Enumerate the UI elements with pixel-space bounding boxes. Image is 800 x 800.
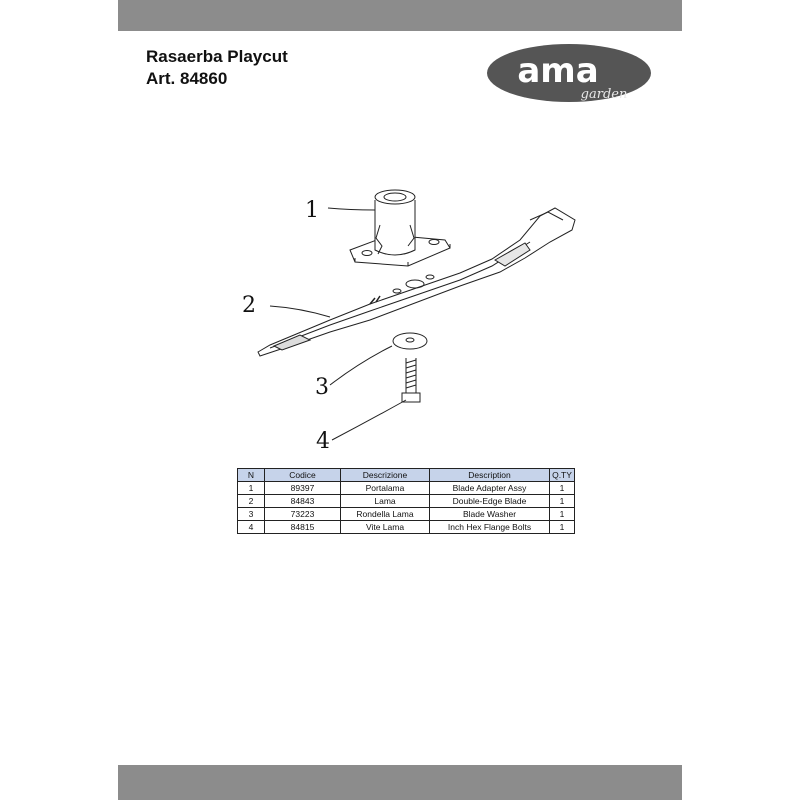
- cell-descrizione: Vite Lama: [341, 521, 430, 534]
- logo-brand: ama: [517, 51, 599, 91]
- cell-qty: 1: [550, 495, 575, 508]
- cell-codice: 89397: [265, 482, 341, 495]
- cell-descrizione: Rondella Lama: [341, 508, 430, 521]
- hex-flange-bolt: [402, 358, 420, 402]
- cell-codice: 84815: [265, 521, 341, 534]
- cell-description: Blade Washer: [430, 508, 550, 521]
- cell-qty: 1: [550, 521, 575, 534]
- product-name: Rasaerba Playcut: [146, 47, 288, 66]
- exploded-view-drawing: [230, 180, 590, 460]
- cell-n: 3: [238, 508, 265, 521]
- cell-descrizione: Portalama: [341, 482, 430, 495]
- cell-description: Inch Hex Flange Bolts: [430, 521, 550, 534]
- blade-washer: [393, 333, 427, 349]
- callout-3: 3: [315, 375, 329, 400]
- cell-description: Blade Adapter Assy: [430, 482, 550, 495]
- blade-adapter: [350, 190, 450, 266]
- table-header-row: [238, 469, 575, 482]
- parts-table: [237, 468, 575, 534]
- callout-4: 4: [316, 429, 330, 454]
- col-descrizione: Descrizione: [341, 469, 430, 482]
- callout-2: 2: [242, 293, 256, 318]
- cell-n: 2: [238, 495, 265, 508]
- col-n: N: [238, 469, 265, 482]
- ama-garden-logo: [486, 42, 652, 104]
- bottom-bar: [118, 765, 682, 800]
- cell-codice: 84843: [265, 495, 341, 508]
- col-codice: Codice: [265, 469, 341, 482]
- cell-descrizione: Lama: [341, 495, 430, 508]
- cell-n: 4: [238, 521, 265, 534]
- table-row: [238, 482, 575, 495]
- col-qty: Q.TY: [550, 469, 575, 482]
- cell-n: 1: [238, 482, 265, 495]
- article-number: Art. 84860: [146, 69, 228, 88]
- cell-codice: 73223: [265, 508, 341, 521]
- top-bar: [118, 0, 682, 31]
- cell-qty: 1: [550, 508, 575, 521]
- col-description: Description: [430, 469, 550, 482]
- page-title: [146, 46, 288, 90]
- cell-description: Double-Edge Blade: [430, 495, 550, 508]
- cell-qty: 1: [550, 482, 575, 495]
- callout-1: 1: [305, 198, 319, 223]
- table-row: [238, 508, 575, 521]
- logo-tagline: garden: [580, 87, 628, 102]
- table-row: [238, 495, 575, 508]
- table-row: [238, 521, 575, 534]
